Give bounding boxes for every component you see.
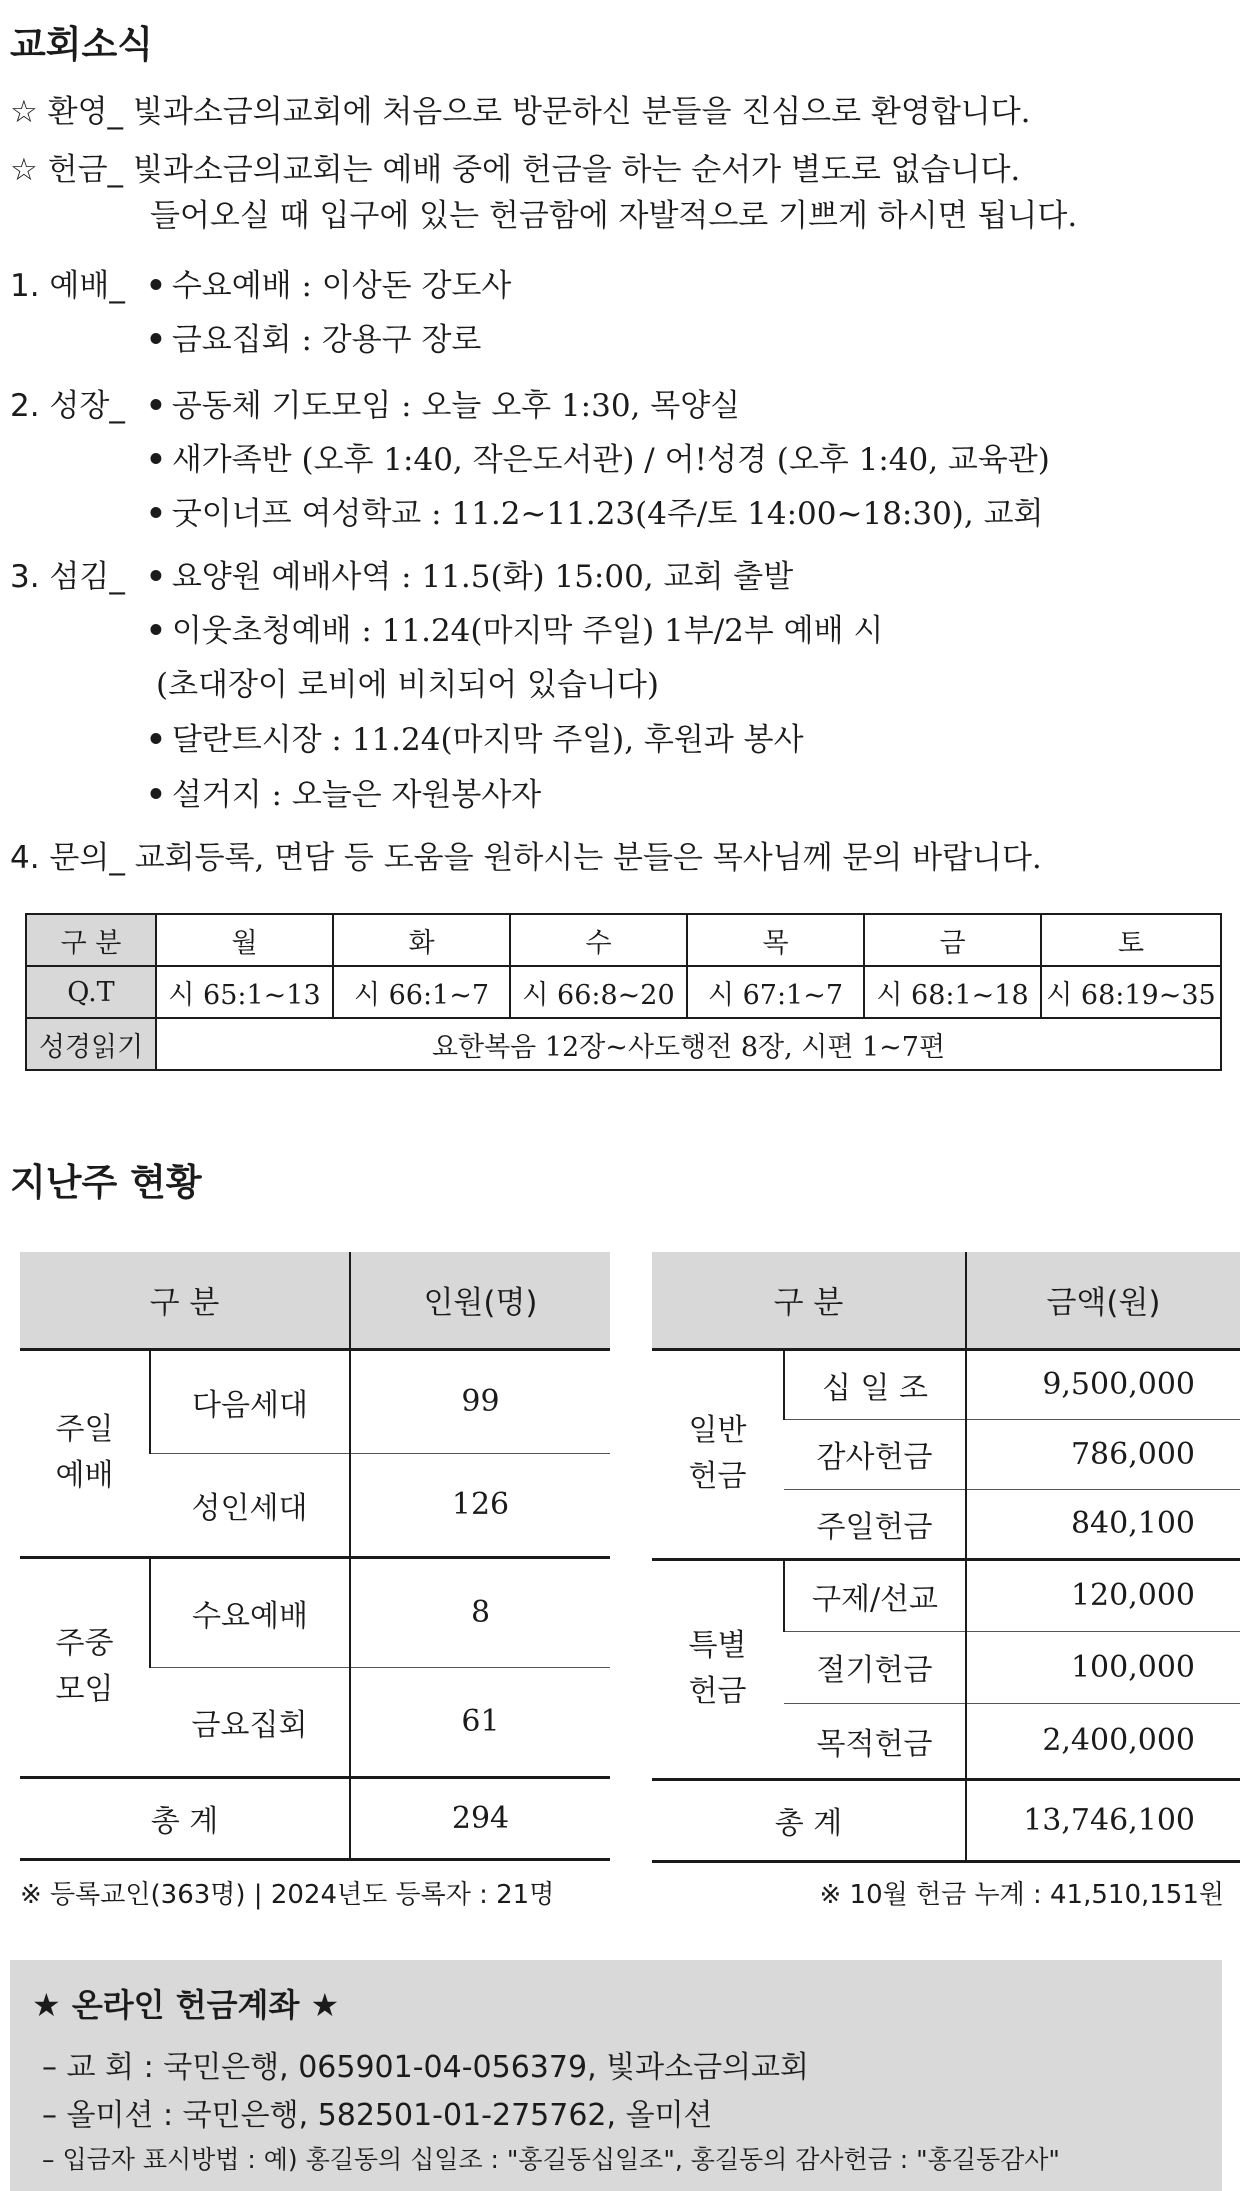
qt-table	[25, 913, 1222, 1071]
group-name: 일반 헌금	[652, 1349, 784, 1559]
row-label: 구제/선교	[784, 1559, 966, 1631]
offering-header-amount: 금액(원)	[966, 1252, 1240, 1349]
section-2-label: 2. 성장_	[10, 388, 125, 424]
qt-row-label: Q.T	[26, 966, 156, 1018]
total-value: 13,746,100	[966, 1779, 1240, 1861]
welcome-label: ☆ 환영_	[10, 94, 124, 130]
section-3-item: • 요양원 예배사역 : 11.5(화) 15:00, 교회 출발	[146, 559, 794, 595]
news-title: 교회소식	[10, 23, 153, 66]
reading-text: 요한복음 12장~사도행전 8장, 시편 1~7편	[156, 1018, 1221, 1070]
section-1-label: 1. 예배_	[10, 268, 125, 304]
row-value: 99	[350, 1349, 610, 1453]
offering-label: ☆ 헌금_	[10, 152, 124, 188]
note-right: ※ 10월 헌금 누계 : 41,510,151원	[819, 1880, 1224, 1910]
section-2-item: • 새가족반 (오후 1:40, 작은도서관) / 어!성경 (오후 1:40, 교육관)	[146, 442, 1050, 478]
section-3-item: • 달란트시장 : 11.24(마지막 주일), 후원과 봉사	[146, 722, 804, 758]
section-4-line	[10, 838, 1042, 878]
qt-header-cell: 목	[687, 914, 864, 966]
row-label: 수요예배	[150, 1557, 350, 1667]
qt-header-cell: 금	[864, 914, 1041, 966]
row-label: 감사헌금	[784, 1419, 966, 1489]
qt-cell: 시 68:19~35	[1041, 966, 1221, 1018]
attendance-header-row	[20, 1252, 610, 1349]
row-label: 금요집회	[150, 1667, 350, 1777]
row-value: 126	[350, 1453, 610, 1557]
qt-cell: 시 66:8~20	[510, 966, 687, 1018]
section-1-item: • 금요집회 : 강용구 장로	[146, 322, 482, 358]
attendance-header-category: 구 분	[20, 1252, 350, 1349]
qt-cell: 시 65:1~13	[156, 966, 333, 1018]
offering-total-row	[652, 1779, 1240, 1861]
row-label: 십 일 조	[784, 1349, 966, 1419]
offering-header-row	[652, 1252, 1240, 1349]
qt-header-cell: 토	[1041, 914, 1221, 966]
section-3-item: • 설거지 : 오늘은 자원봉사자	[146, 777, 542, 813]
row-value: 61	[350, 1667, 610, 1777]
row-value: 840,100	[966, 1489, 1240, 1559]
section-3-item: • 이웃초청예배 : 11.24(마지막 주일) 1부/2부 예배 시	[146, 613, 884, 649]
online-account-box	[10, 1960, 1222, 2191]
row-value: 120,000	[966, 1559, 1240, 1631]
row-value: 100,000	[966, 1631, 1240, 1703]
qt-header-row	[26, 914, 1221, 966]
row-value: 8	[350, 1557, 610, 1667]
section-4-label: 4. 문의_	[10, 840, 125, 876]
welcome-text: 빛과소금의교회에 처음으로 방문하신 분들을 진심으로 환영합니다.	[132, 94, 1031, 130]
section-3-note: (초대장이 로비에 비치되어 있습니다)	[156, 667, 659, 703]
total-value: 294	[350, 1777, 610, 1859]
offering-header-category: 구 분	[652, 1252, 966, 1349]
section-1-item: • 수요예배 : 이상돈 강도사	[146, 268, 512, 304]
table-row	[652, 1349, 1240, 1419]
group-name: 주중 모임	[20, 1557, 150, 1777]
attendance-header-count: 인원(명)	[350, 1252, 610, 1349]
qt-cell: 시 68:1~18	[864, 966, 1041, 1018]
qt-header-cell: 수	[510, 914, 687, 966]
offering-text-1: 빛과소금의교회는 예배 중에 헌금을 하는 순서가 별도로 없습니다.	[132, 152, 1021, 188]
online-title: ★ 온라인 헌금계좌 ★	[32, 1986, 340, 2024]
group-name: 주일 예배	[20, 1349, 150, 1557]
attendance-total-row	[20, 1777, 610, 1859]
online-row: – 입금자 표시방법 : 예) 홍길동의 십일조 : "홍길동십일조", 홍길동의 감사헌금 : "홍길동감사"	[42, 2145, 1060, 2174]
total-label: 총 계	[20, 1777, 350, 1859]
row-value: 9,500,000	[966, 1349, 1240, 1419]
qt-header-cell: 화	[333, 914, 510, 966]
note-left: ※ 등록교인(363명) | 2024년도 등록자 : 21명	[20, 1880, 555, 1910]
reading-label: 성경읽기	[26, 1018, 156, 1070]
table-row	[20, 1349, 610, 1453]
row-label: 목적헌금	[784, 1703, 966, 1779]
row-value: 786,000	[966, 1419, 1240, 1489]
qt-header-cell: 구 분	[26, 914, 156, 966]
qt-cell: 시 67:1~7	[687, 966, 864, 1018]
group-name: 특별 헌금	[652, 1559, 784, 1779]
section-3-label: 3. 섬김_	[10, 559, 125, 595]
online-row: – 올미션 : 국민은행, 582501-01-275762, 올미션	[42, 2098, 713, 2133]
table-row	[652, 1559, 1240, 1631]
qt-cell: 시 66:1~7	[333, 966, 510, 1018]
row-label: 성인세대	[150, 1453, 350, 1557]
offering-table	[652, 1252, 1240, 1863]
status-title: 지난주 현황	[10, 1161, 202, 1204]
row-label: 주일헌금	[784, 1489, 966, 1559]
row-label: 절기헌금	[784, 1631, 966, 1703]
qt-row	[26, 966, 1221, 1018]
section-2-item: • 굿이너프 여성학교 : 11.2~11.23(4주/토 14:00~18:30), 교회	[146, 496, 1044, 532]
qt-header-cell: 월	[156, 914, 333, 966]
table-row	[20, 1557, 610, 1667]
total-label: 총 계	[652, 1779, 966, 1861]
offering-line	[10, 150, 1020, 190]
row-value: 2,400,000	[966, 1703, 1240, 1779]
reading-row	[26, 1018, 1221, 1070]
offering-text-2: 들어오실 때 입구에 있는 헌금함에 자발적으로 기쁘게 하시면 됩니다.	[150, 198, 1078, 234]
attendance-table	[20, 1252, 610, 1861]
welcome-line	[10, 92, 1031, 132]
section-2-item: • 공동체 기도모임 : 오늘 오후 1:30, 목양실	[146, 388, 741, 424]
section-4-text: 교회등록, 면담 등 도움을 원하시는 분들은 목사님께 문의 바랍니다.	[134, 840, 1042, 876]
row-label: 다음세대	[150, 1349, 350, 1453]
online-row: – 교 회 : 국민은행, 065901-04-056379, 빛과소금의교회	[42, 2050, 810, 2085]
